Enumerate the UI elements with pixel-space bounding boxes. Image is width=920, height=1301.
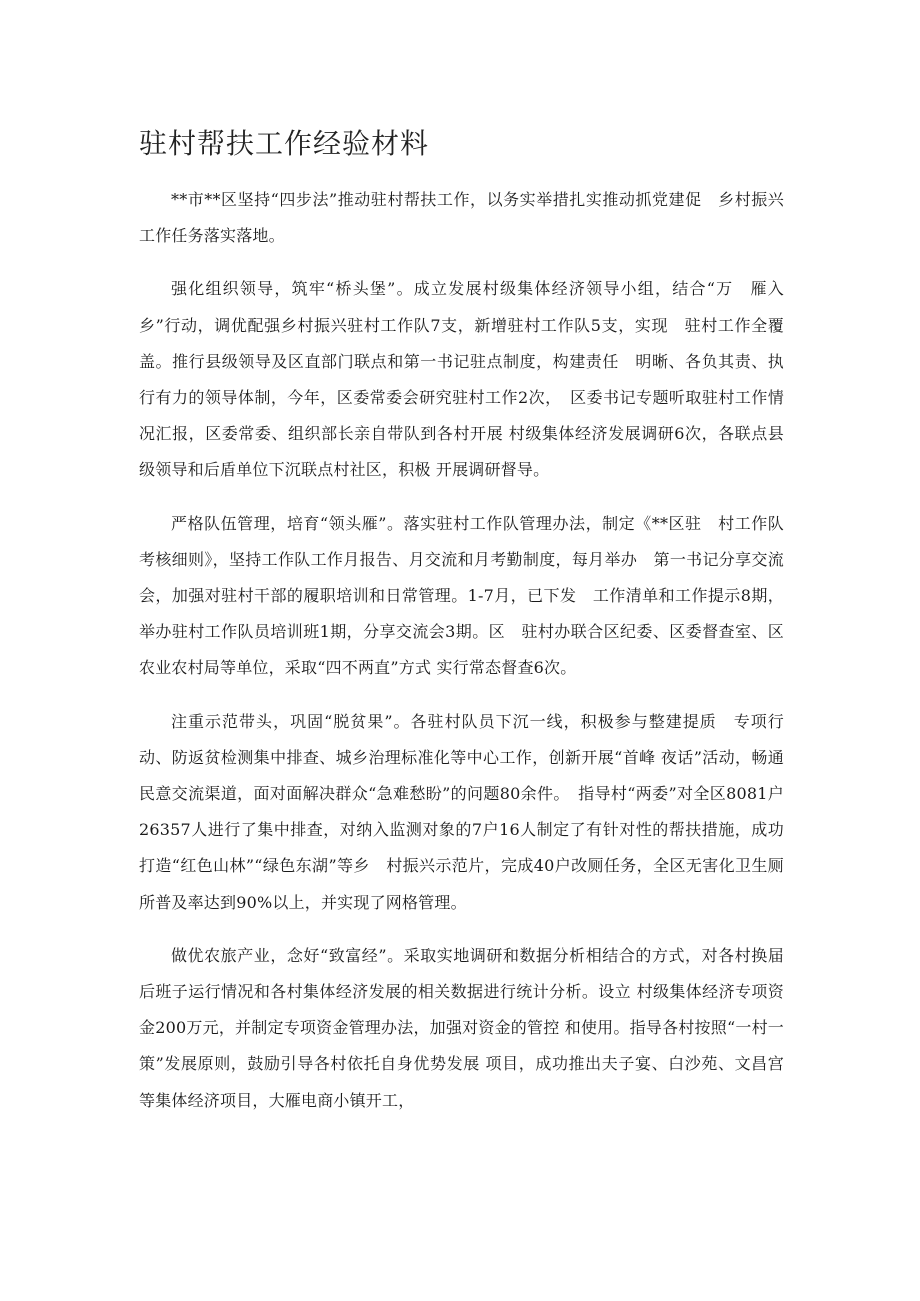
paragraph-team-management: 严格队伍管理，培育“领头雁”。落实驻村工作队管理办法，制定《**区驻 村工作队考核细则》，坚持工作队工作月报告、月交流和月考勤制度，每月举办 第一书记分享交流会，加强对驻村干部的履职培训和日常管理。1-7月，已下发 工作清单和工作提示8期，举办驻村工作队员培训班1期，分享交流会3期。区 驻村办联合区纪委、区委督查室、区农业农村局等单位，采取“四不两直”方式 实行常态督查6次。 [139, 513, 784, 678]
document-body [139, 182, 784, 1136]
paragraph-organization-leadership: 强化组织领导，筑牢“桥头堡”。成立发展村级集体经济领导小组，结合“万 雁入乡”行动，调优配强乡村振兴驻村工作队7支，新增驻村工作队5支，实现 驻村工作全覆盖。推行县级领导及区直部门联点和第一书记驻点制度，构建责任 明晰、各负其责、执行有力的领导体制，今年，区委常委会研究驻村工作2次， 区委书记专题听取驻村工作情况汇报，区委常委、组织部长亲自带队到各村开展 村级集体经济发展调研6次，各联点县级领导和后盾单位下沉联点村社区，积极 开展调研督导。 [139, 279, 784, 480]
document-title: 驻村帮扶工作经验材料 [139, 127, 430, 160]
paragraph-intro: **市**区坚持“四步法”推动驻村帮扶工作，以务实举措扎实推动抓党建促 乡村振兴工作任务落实落地。 [139, 190, 784, 246]
paragraph-demonstration: 注重示范带头，巩固“脱贫果”。各驻村队员下沉一线，积极参与整建提质 专项行动、防返贫检测集中排查、城乡治理标准化等中心工作，创新开展“首峰 夜话”活动，畅通民意交流渠道，面对面解决群众“急难愁盼”的问题80余件。 指导村“两委”对全区8081户26357人进行了集中排查，对纳入监测对象的7户16人制定了有针对性的帮扶措施，成功打造“红色山林”“绿色东湖”等乡 村振兴示范片，完成40户改厕任务，全区无害化卫生厕所普及率达到90%以上，并实现了网格管理。 [139, 711, 784, 912]
document-page [139, 0, 784, 1301]
paragraph-agritourism-industry: 做优农旅产业，念好“致富经”。采取实地调研和数据分析相结合的方式，对各村换届后班子运行情况和各村集体经济发展的相关数据进行统计分析。设立 村级集体经济专项资金200万元，并制定专项资金管理办法，加强对资金的管控 和使用。指导各村按照“一村一策”发展原则，鼓励引导各村依托自身优势发展 项目，成功推出夫子宴、白沙苑、文昌宫等集体经济项目，大雁电商小镇开工， [139, 945, 784, 1110]
